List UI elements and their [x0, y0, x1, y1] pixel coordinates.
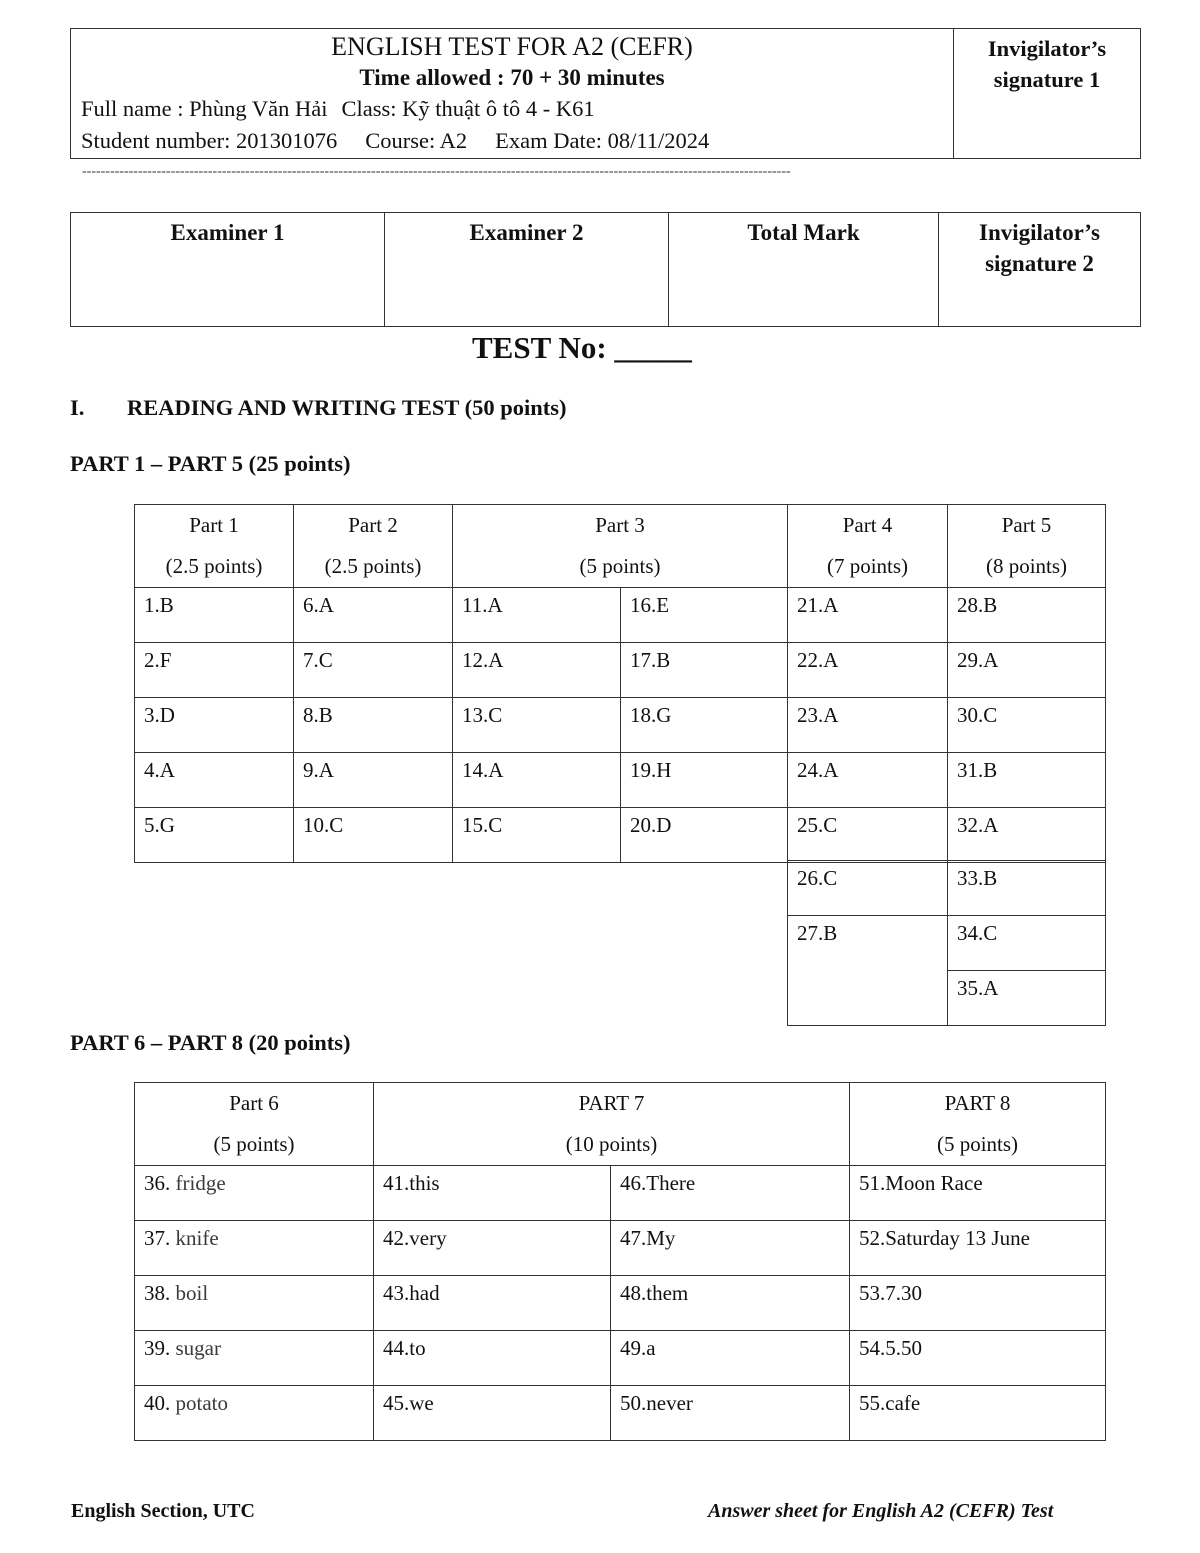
part8-answer: 53.7.30: [850, 1276, 1106, 1331]
part7-answer: 44.to: [374, 1331, 611, 1386]
part4-header: [788, 505, 948, 588]
answer-row: [135, 698, 1106, 753]
part3-points: (5 points): [579, 554, 661, 578]
part1-5-table: [134, 504, 1106, 863]
part1-5-heading: PART 1 – PART 5 (25 points): [70, 451, 351, 476]
part5-header: [948, 505, 1106, 588]
part8-title: PART 8: [944, 1091, 1011, 1115]
part8-answer: 54.5.50: [850, 1331, 1106, 1386]
part4-answer: 23.A: [788, 698, 948, 753]
answer-word: boil: [175, 1281, 209, 1305]
part7-answer: 41.this: [374, 1166, 611, 1221]
invigilator-signature-2: [939, 213, 1141, 327]
part7-answer: 47.My: [611, 1221, 850, 1276]
total-mark-label: Total Mark: [747, 220, 860, 245]
part2-answer: 6.A: [294, 588, 453, 643]
part3a-answer: 13.C: [453, 698, 621, 753]
exam-date: Exam Date: 08/11/2024: [495, 128, 710, 153]
invigilator-1-label: Invigilator’s: [987, 36, 1107, 61]
part4-answer: 22.A: [788, 643, 948, 698]
answer-word: sugar: [175, 1336, 221, 1360]
part6-answer: [135, 1166, 374, 1221]
answer-word: fridge: [175, 1171, 226, 1195]
part1-points: (2.5 points): [165, 554, 263, 578]
part7-answer: 49.a: [611, 1331, 850, 1386]
part5-answer: 32.A: [948, 808, 1106, 863]
name-class-line: [81, 93, 943, 125]
part5-answer: 34.C: [948, 916, 1106, 971]
part1-answer: 4.A: [135, 753, 294, 808]
part8-header: [850, 1083, 1106, 1166]
part5-answer: 29.A: [948, 643, 1106, 698]
footer-right: Answer sheet for English A2 (CEFR) Test: [708, 1500, 1054, 1522]
part4-5-continuation-table: [787, 860, 1106, 1026]
part6-answer: [135, 1221, 374, 1276]
invigilator-signature-1: [954, 29, 1141, 159]
part7-answer: 43.had: [374, 1276, 611, 1331]
answer-row: [135, 808, 1106, 863]
part2-answer: 7.C: [294, 643, 453, 698]
answer-row: [135, 1276, 1106, 1331]
part6-points: (5 points): [213, 1132, 295, 1156]
question-number: 36.: [144, 1171, 171, 1195]
header-box: [70, 28, 1141, 159]
part2-answer: 9.A: [294, 753, 453, 808]
test-title: ENGLISH TEST FOR A2 (CEFR): [331, 32, 693, 61]
answer-row: [135, 1386, 1106, 1441]
student-line: [81, 125, 943, 157]
part3-title: Part 3: [595, 513, 645, 537]
answer-row: [135, 1331, 1106, 1386]
question-number: 40.: [144, 1391, 171, 1415]
part2-points: (2.5 points): [324, 554, 422, 578]
section-title: READING AND WRITING TEST (50 points): [127, 395, 567, 420]
part4-answer: 27.B: [788, 916, 948, 1026]
class: Class: Kỹ thuật ô tô 4 - K61: [341, 96, 595, 121]
part8-answer: 52.Saturday 13 June: [850, 1221, 1106, 1276]
part7-answer: 46.There: [611, 1166, 850, 1221]
part8-answer: 51.Moon Race: [850, 1166, 1106, 1221]
part5-answer: 30.C: [948, 698, 1106, 753]
part3a-answer: 14.A: [453, 753, 621, 808]
answer-row: [788, 916, 1106, 971]
answer-row: [135, 1221, 1106, 1276]
answer-row: [788, 861, 1106, 916]
part4-answer: 24.A: [788, 753, 948, 808]
full-name: Full name : Phùng Văn Hải: [81, 96, 328, 121]
answer-row: [135, 643, 1106, 698]
part5-answer: 35.A: [948, 971, 1106, 1026]
part1-answer: 2.F: [135, 643, 294, 698]
part1-header: [135, 505, 294, 588]
total-mark-cell: [669, 213, 939, 327]
part6-answer: [135, 1331, 374, 1386]
answer-word: knife: [175, 1226, 219, 1250]
examiner-1-label: Examiner 1: [170, 220, 285, 245]
part3a-answer: 12.A: [453, 643, 621, 698]
part7-answer: 42.very: [374, 1221, 611, 1276]
examiner-2-label: Examiner 2: [469, 220, 584, 245]
examiner-box: [70, 212, 1141, 327]
cut-line: --------------------------------------------------------------------------------------------------------------------------------------------------------: [82, 164, 791, 179]
part3b-answer: 18.G: [621, 698, 788, 753]
course: Course: A2: [365, 128, 468, 153]
answer-word: potato: [175, 1391, 228, 1415]
part7-title: PART 7: [578, 1091, 645, 1115]
part6-title: Part 6: [229, 1091, 279, 1115]
part4-answer: 25.C: [788, 808, 948, 863]
part4-answer: 21.A: [788, 588, 948, 643]
footer-left: English Section, UTC: [71, 1500, 255, 1522]
part3b-answer: 17.B: [621, 643, 788, 698]
examiner-1-cell: [71, 213, 385, 327]
part7-answer: 48.them: [611, 1276, 850, 1331]
question-number: 38.: [144, 1281, 171, 1305]
part6-answer: [135, 1386, 374, 1441]
answer-row: [135, 588, 1106, 643]
invigilator-2-label: Invigilator’s: [979, 220, 1100, 245]
answer-row: [135, 753, 1106, 808]
part2-header: [294, 505, 453, 588]
part1-title: Part 1: [189, 513, 239, 537]
part7-answer: 50.never: [611, 1386, 850, 1441]
part6-8-table: [134, 1082, 1106, 1441]
part7-header: [374, 1083, 850, 1166]
part6-answer: [135, 1276, 374, 1331]
examiner-2-cell: [385, 213, 669, 327]
part3b-answer: 19.H: [621, 753, 788, 808]
header-info: [71, 29, 954, 159]
part1-answer: 3.D: [135, 698, 294, 753]
part3a-answer: 11.A: [453, 588, 621, 643]
part4-answer: 26.C: [788, 861, 948, 916]
student-number: Student number: 201301076: [81, 128, 338, 153]
part5-answer: 28.B: [948, 588, 1106, 643]
part6-8-header-row: [135, 1083, 1106, 1166]
part7-answer: 45.we: [374, 1386, 611, 1441]
part5-answer: 33.B: [948, 861, 1106, 916]
part3-header: [453, 505, 788, 588]
part3b-answer: 16.E: [621, 588, 788, 643]
part6-8-heading: PART 6 – PART 8 (20 points): [70, 1030, 351, 1055]
part5-title: Part 5: [1001, 513, 1052, 537]
question-number: 37.: [144, 1226, 171, 1250]
part5-points: (8 points): [985, 554, 1068, 578]
question-number: 39.: [144, 1336, 171, 1360]
part6-header: [135, 1083, 374, 1166]
part5-answer: 31.B: [948, 753, 1106, 808]
part8-points: (5 points): [936, 1132, 1019, 1156]
part1-answer: 1.B: [135, 588, 294, 643]
invigilator-1-label-2: signature 1: [993, 67, 1101, 92]
part1-5-header-row: [135, 505, 1106, 588]
part3a-answer: 15.C: [453, 808, 621, 863]
part7-points: (10 points): [565, 1132, 658, 1156]
part2-answer: 10.C: [294, 808, 453, 863]
part4-title: Part 4: [842, 513, 893, 537]
time-allowed: Time allowed : 70 + 30 minutes: [359, 65, 665, 90]
part4-points: (7 points): [826, 554, 909, 578]
part2-title: Part 2: [348, 513, 398, 537]
part8-answer: 55.cafe: [850, 1386, 1106, 1441]
part2-answer: 8.B: [294, 698, 453, 753]
invigilator-2-label-2: signature 2: [985, 251, 1094, 276]
part3b-answer: 20.D: [621, 808, 788, 863]
answer-row: [135, 1166, 1106, 1221]
test-number: TEST No: _____: [472, 330, 692, 365]
section-number: I.: [70, 395, 85, 420]
part1-answer: 5.G: [135, 808, 294, 863]
